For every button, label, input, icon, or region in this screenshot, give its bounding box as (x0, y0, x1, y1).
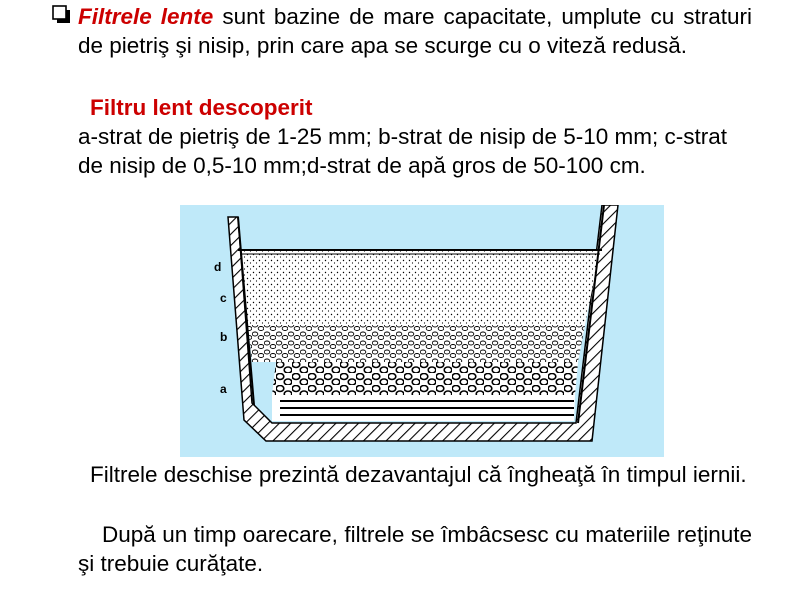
intro-emphasis: Filtrele lente (78, 4, 214, 29)
slow-filter-diagram (180, 205, 664, 457)
hollow-square-bullet-icon (52, 5, 72, 25)
layer-label-a: a (220, 382, 227, 396)
layer-label-c: c (220, 291, 227, 305)
cleaning-paragraph (78, 520, 752, 578)
figure-title: Filtru lent descoperit (90, 95, 313, 120)
layer-label-b: b (220, 330, 228, 344)
open-filters-paragraph (78, 460, 752, 489)
open-filters-text: Filtrele deschise prezintă dezavantajul că îngheaţă în timpul iernii. (90, 462, 747, 487)
layer-label-d: d (214, 260, 222, 274)
intro-paragraph (78, 2, 752, 60)
figure-description: a-strat de pietriş de 1-25 mm; b-strat de nisip de 5-10 mm; c-strat de nisip de 0,5-10 mm;d-strat de apă gros de 50-100 cm. (78, 124, 727, 178)
cleaning-text: După un timp oarecare, filtrele se îmbâcsesc cu materiile reţinute şi trebuie curăţate. (78, 522, 752, 576)
slow-filter-cross-section (180, 205, 664, 457)
intro-text: sunt bazine de mare capacitate, umplute cu straturi de pietriş şi nisip, prin care apa se scurge cu o viteză redusă. (78, 4, 752, 58)
